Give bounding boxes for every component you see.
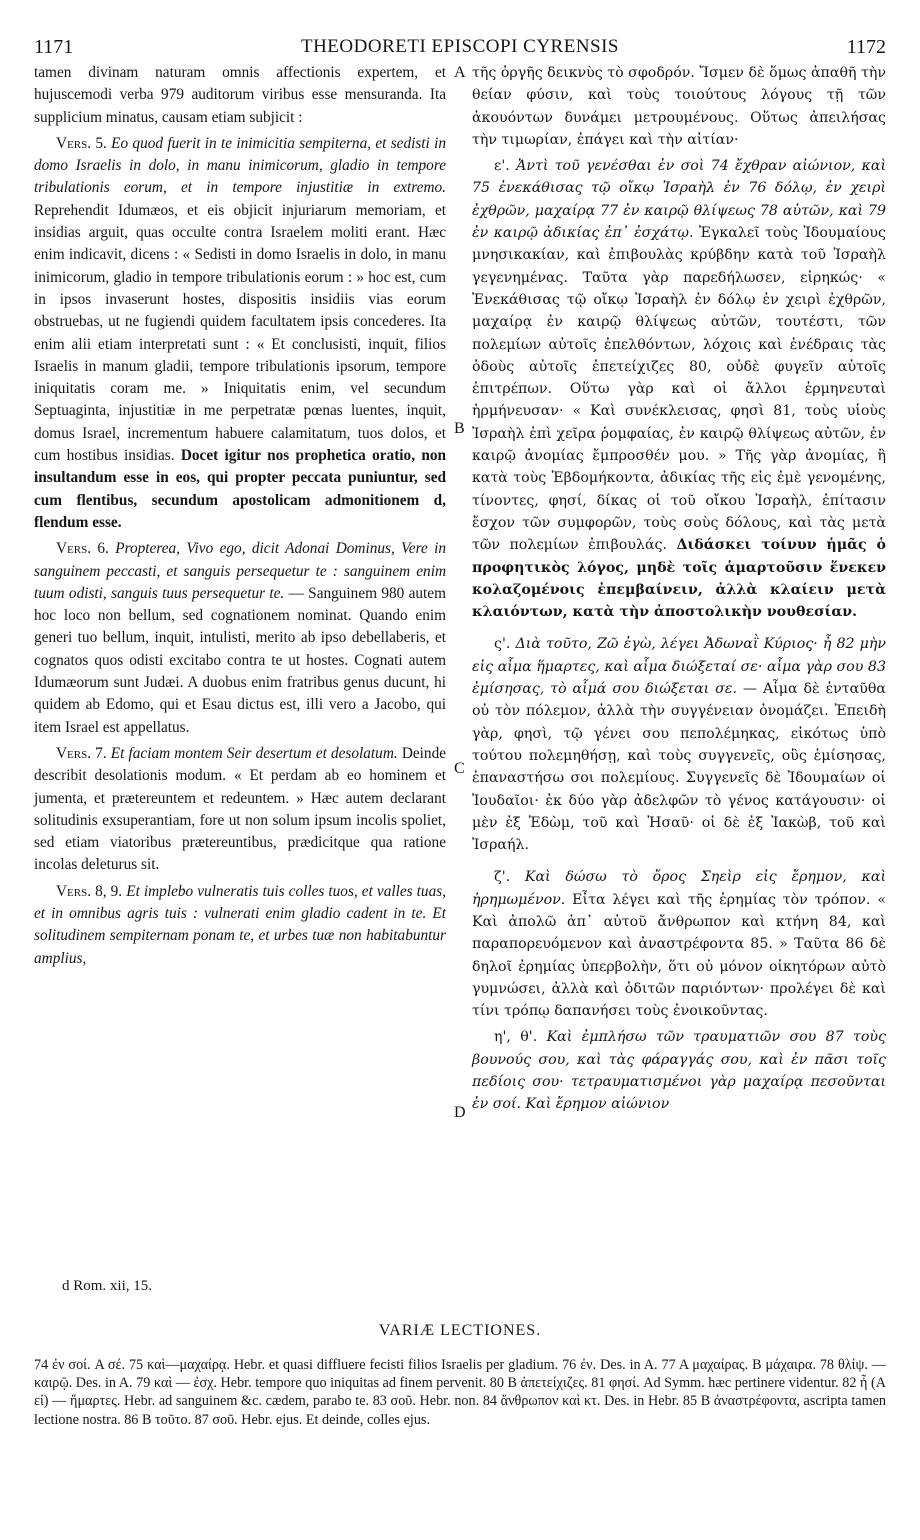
verse-text: Καὶ δώσω τὸ ὄρος Σηεὶρ εἰς ἔρημον, καὶ ἠρημωμένον.: [472, 869, 887, 908]
verse-text: Καὶ ἐμπλήσω τῶν τραυματιῶν σου 87 τοὺς βουνούς σου, καὶ τὰς φάραγγάς σου, καὶ ἐν πᾶσι τοῖς πεδίοις σου· τετραυματισμένοι γὰρ μαχαίρᾳ πεσοῦνται ἐν σοί. Καὶ ἔρημον αἰώνιον: [472, 1029, 887, 1113]
latin-paragraph-2: [34, 133, 446, 534]
variae-lectiones: [34, 1356, 886, 1429]
latin-column: [34, 62, 446, 970]
commentary-text: Deinde describit desolationis modum. « Et perdam ab eo hominem et jumenta, et prætereuntem et redeuntem. » Hæc autem declarant solitudinis exsuperantiam, fore ut non solum ipsum incolis spoliet, sed etiam viatoribus prætereuntibus, prædicitque qua ratione incolas deleturus sit.: [34, 744, 447, 874]
page-header: [34, 30, 886, 62]
latin-paragraph-5: [34, 881, 446, 970]
left-page-number: 1171: [34, 36, 74, 58]
variae-text: 74 ἐν σοί. A σέ. 75 καὶ—μαχαίρᾳ. Hebr. et quasi diffluere fecisti filios Israelis per gladium. 76 ἐν. Des. in A. 77 A μαχαίρας. B μάχαιρα. 78 θλίψ. — καιρῷ. Des. in A. 79 καὶ — ἐσχ. Hebr. tempore quo iniquitas ad finem pervenit. 80 B ἀπετείχιζες. 81 φησί. Ad Symm. hæc pertinere videntur. 82 ἦ (A εἰ) — ἥμαρτες. Hebr. ad sanguinem &c. cædem, parabo te. 83 σοῦ. Hebr. non. 84 ἄνθρωπον καὶ κτ. Des. in Hebr. 85 B ἀναστρέφοντα, ascripta tamen lectione nostra. 86 B τοῦτο. 87 σοῦ. Hebr. ejus. Et deinde, colles ejus.: [34, 1357, 886, 1428]
greek-paragraph-3: [472, 633, 886, 856]
latin-paragraph-1: tamen divinam naturam omnis affectionis expertem, et hujuscemodi verba 979 auditorum viribus esse mensuranda. Ita supplicium minatus, causam etiam subjicit :: [34, 64, 446, 126]
commentary-bold: Διδάσκει τοίνυν ἡμᾶς ὁ προφητικὸς λόγος, μηδὲ τοῖς ἁμαρτοῦσιν ἕνεκεν κολαζομένοις ἐπεμβαίνειν, ἀλλὰ κλαίειν μετὰ κλαιόντων, κατὰ τὴν ἀποστολικὴν νουθεσίαν.: [472, 537, 886, 621]
latin-paragraph-4: [34, 743, 446, 877]
latin-paragraph-3: [34, 538, 446, 739]
commentary-bold: Docet igitur nos prophetica oratio, non insultandum esse in eos, qui propter peccata puniuntur, sed cum flentibus, secundum apostolicam admonitionem d, flendum esse.: [34, 447, 446, 531]
verse-label: Vers. 8, 9.: [56, 882, 123, 900]
verse-text: Διὰ τοῦτο, Ζῶ ἐγὼ, λέγει Ἀδωναῒ Κύριος· ἦ 82 μὴν εἰς αἷμα ἥμαρτες, καὶ αἷμα διώξεταί σε· αἷμα γὰρ σου 83 ἐμίσησας, τὸ αἷμά σου διώξεται σε.: [472, 636, 886, 698]
verse-label: ς'.: [494, 636, 511, 653]
commentary-text: Reprehendit Idumæos, et eis objicit injuriarum memoriam, et insidias arguit, quas occulte contra Israelem moliti erant. Hæc enim indicavit, dicens : « Sedisti in domo Israelis in dolo, in manu inimicorum, gladio in tempore tribulationis eorum : » hoc est, cum in ipsos invaserunt hostes, dispositis insidiis vias eorum obstruebas, ut ne fugiendi quidem facultatem ipsis concederes. Ita enim alii etiam interpretati sunt : « Et conclusisti, inquit, filios Israelis in manum gladii, tempore tribulationis ipsorum, tempore iniquitatis coram me. » Iniquitatis enim, vel secundum Septuaginta, injustitiæ in me perpetratæ pœnas luentes, inquit, domus Israel, incrementum habuere calamitatum, tuos dolos, et cum hostibus insidias.: [34, 201, 446, 465]
verse-text: Et faciam montem Seir desertum et desolatum.: [110, 744, 398, 762]
verse-label: Vers. 5.: [56, 134, 107, 152]
margin-letter-c: C: [454, 760, 465, 777]
verse-text: Ἀντὶ τοῦ γενέσθαι ἐν σοὶ 74 ἔχθραν αἰώνιον, καὶ 75 ἐνεκάθισας τῷ οἴκῳ Ἰσραὴλ ἐν 76 δόλῳ, ἐν χειρὶ ἐχθρῶν, μαχαίρᾳ 77 ἐν καιρῷ θλίψεως 78 αὐτῶν, καὶ 79 ἐν καιρῷ ἀδικίας ἐπ᾽ ἐσχάτῳ.: [472, 158, 887, 242]
verse-text: Eo quod fuerit in te inimicitia sempiterna, et sedisti in domo Israelis in dolo, in manu inimicorum, gladio in tempore tribulationis eorum, et in tempore injustitiæ in extremo.: [34, 134, 446, 197]
margin-letter-a: A: [454, 64, 466, 81]
greek-paragraph-4: [472, 866, 886, 1022]
greek-paragraph-1: τῆς ὀργῆς δεικνὺς τὸ σφοδρόν. Ἴσμεν δὲ ὅμως ἀπαθῆ τὴν θείαν φύσιν, καὶ τοὺς τοιούτους λόγους τῇ τῶν ἀκουόντων δυνάμει μετρουμένους. Οὕτως ἀπειλήσας τὴν τιμωρίαν, ἐπάγει καὶ τὴν αἰτίαν·: [472, 65, 886, 148]
commentary-text: Εἶτα λέγει καὶ τῆς ἐρημίας τὸν τρόπον. « Καὶ ἀπολῶ ἀπ᾽ αὐτοῦ ἄνθρωπον καὶ κτήνη 84, καὶ παραπορευόμενον καὶ ἀναστρέφοντα 85. » Ταῦτα 86 δὲ δηλοῖ ἐρημίας ὑπερβολὴν, ὅτι οὐ μόνον οἰκητόρων αὐτὸ γυμνώσει, ἀλλὰ καὶ ὁδιτῶν παριόντων· προλέγει δὲ καὶ τίνι τρόπῳ δαπανήσει τοὺς ἐνοικοῦντας.: [472, 891, 886, 1020]
margin-letter-d: D: [454, 1104, 466, 1121]
footnote: d Rom. xii, 15.: [62, 1278, 153, 1294]
verse-label: ζ'.: [494, 869, 511, 886]
greek-column: [472, 62, 886, 1116]
variae-lectiones-heading: VARIÆ LECTIONES.: [378, 1322, 542, 1339]
verse-label: η', θ'.: [494, 1029, 538, 1046]
commentary-text: — Sanguinem 980 autem hoc loco non bellum, sed cognationem nominat. Quando enim generi tuo bellum, inquit, intulisti, merito ab ipso debellaberis, et cognatos quos odisti excitabo contra te ut hostes. Cognati autem Idumæorum sunt Judæi. A duobus enim fratribus genus ducunt, hi quidem ab Edomo, qui et Esau dictus est, illi vero a Jacobo, qui item Israel est appellatus.: [34, 584, 446, 736]
margin-letter-b: B: [454, 420, 465, 437]
right-page-number: 1172: [846, 36, 886, 58]
greek-paragraph-2: [472, 155, 886, 623]
verse-text: Et implebo vulneratis tuis colles tuos, et valles tuas, et in omnibus agris tuis : vulnerati enim gladio cadent in te. Et solitudinem sempiternam ponam te, et urbes tuæ non habitabuntur amplius,: [34, 882, 446, 967]
commentary-text: Ἐγκαλεῖ τοὺς Ἰδουμαίους μνησικακίαν, καὶ ἐπιβουλὰς κρύβδην κατὰ τοῦ Ἰσραὴλ γεγενημένας. Ταῦτα γὰρ παρεδήλωσεν, εἰρηκώς· « Ἐνεκάθισας τῷ οἴκῳ Ἰσραὴλ ἐν δόλῳ ἐν χειρὶ ἐχθρῶν, μαχαίρᾳ ἐν καιρῷ θλίψεως αὐτῶν, τουτέστι, τῶν πολεμίων αὐτοῖς ἐπελθόντων, λόχοις καὶ ἐνέδραις τὰς ὁδοὺς αὐτοῖς ἐπετείχιζες 80, οὐδὲ φυγεῖν αὐτοῖς ἐπιτρέπων. Οὕτω γὰρ καὶ οἱ ἄλλοι ἑρμηνευταὶ ἡρμήνευσαν· « Καὶ συνέκλεισας, φησὶ 81, τοὺς υἱοὺς Ἰσραὴλ ἐπὶ χεῖρα ῥομφαίας, ἐν καιρῷ θλίψεως αὐτῶν, ἐν καιρῷ ἀνομίας ἔμπροσθέν μου. » Τῆς γὰρ ἀνομίας, ἢ κατὰ τοὺς Ἑβδομήκοντα, ἀδικίας τῆς εἰς ἐμὲ γενομένης, τίνοντες, φησί, δίκας οἱ τοῦ οἴκου Ἰσραὴλ, ἐπίτασιν ἔσχον τῶν συμφορῶν, τοὺς σοὺς δόλους, καὶ τὰς μετὰ τῶν πολεμίων ἐπιβουλάς.: [472, 225, 886, 554]
greek-paragraph-5: [472, 1026, 886, 1115]
running-title: THEODORETI EPISCOPI CYRENSIS: [300, 36, 620, 57]
verse-label: Vers. 7.: [56, 744, 107, 762]
verse-text: Propterea, Vivo ego, dicit Adonai Dominus, Vere in sanguinem peccasti, et sanguis persequetur te : sanguinem enim tuum odisti, sanguis tuus persequetur te.: [34, 540, 447, 602]
commentary-text: — Αἷμα δὲ ἐνταῦθα οὐ τὸν πόλεμον, ἀλλὰ τὴν συγγένειαν ὀνομάζει. Ἐπειδὴ γὰρ, φησὶ, τῷ γένει σου πεπολέμηκας, εἰκότως ὑπὸ τούτου πολεμηθήσῃ, καὶ τοὺς συγγενεῖς, οὓς ἐμίσησας, ἐπαναστήσω σοι πολεμίους. Συγγενεῖς δὲ Ἰδουμαίων οἱ Ἰουδαῖοι· ἐκ δύο γὰρ ἀδελφῶν τὸ γένος κατάγουσιν· οἱ μὲν ἐξ Ἐδὼμ, τοῦ καὶ Ἠσαῦ· οἱ δὲ ἐξ Ἰακὼβ, τοῦ καὶ Ἰσραήλ.: [472, 681, 886, 854]
verse-label: Vers. 6.: [56, 540, 109, 558]
verse-label: ε'.: [494, 158, 510, 175]
